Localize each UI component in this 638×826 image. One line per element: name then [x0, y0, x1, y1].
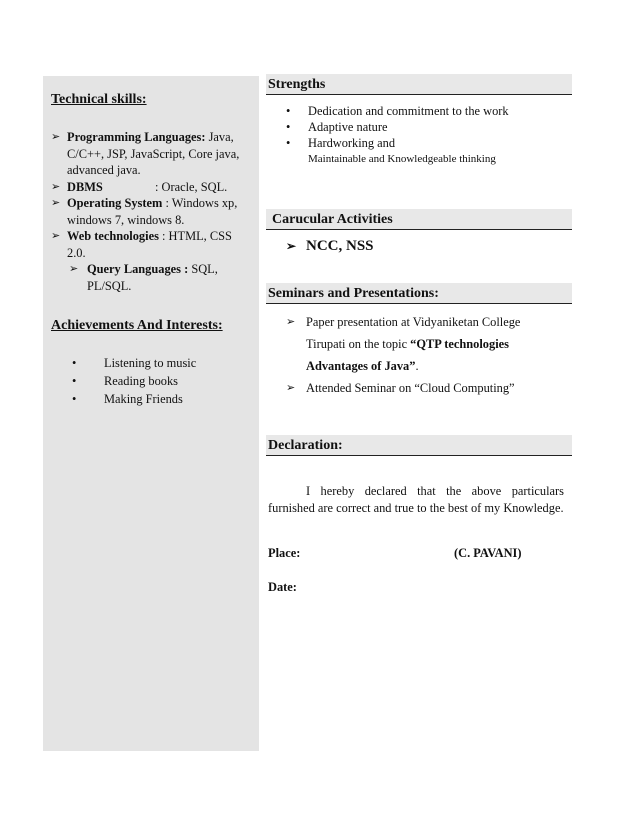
- seminar-item: ➢ Paper presentation at Vidyaniketan College Tirupati on the topic “QTP technologies Advantages of Java”.: [286, 311, 576, 377]
- arrow-bullet-icon: ➢: [286, 316, 296, 328]
- arrow-bullet-icon: ➢: [51, 180, 61, 193]
- arrow-bullet-icon: ➢: [69, 263, 79, 275]
- arrow-bullet-icon: ➢: [51, 131, 61, 143]
- arrow-bullet-icon: ➢: [51, 197, 61, 209]
- seminars-header: Seminars and Presentations:: [266, 283, 572, 304]
- interest-item: • Making Friends: [72, 392, 183, 406]
- date-label: Date:: [268, 580, 297, 594]
- seminars-list: [286, 311, 576, 399]
- strength-item: • Hardworking and: [286, 136, 396, 150]
- interest-item: • Listening to music: [72, 356, 197, 370]
- bullet-dot-icon: •: [286, 120, 291, 134]
- skill-query: ➢ Query Languages : SQL, PL/SQL.: [69, 262, 218, 293]
- bullet-dot-icon: •: [72, 392, 77, 406]
- signature-name: (C. PAVANI): [454, 546, 522, 560]
- strength-item: • Dedication and commitment to the work: [286, 104, 509, 118]
- declaration-header: Declaration:: [266, 435, 572, 456]
- interest-item: • Reading books: [72, 374, 178, 388]
- strength-item: • Adaptive nature: [286, 120, 388, 134]
- skill-web: ➢ Web technologies : HTML, CSS 2.0.: [51, 229, 232, 260]
- arrow-bullet-icon: ➢: [286, 239, 297, 253]
- skill-programming: ➢ Programming Languages: Java, C/C++, JSP, JavaScript, Core java, advanced java.: [51, 130, 240, 177]
- place-row: [268, 546, 538, 561]
- interests-list: [66, 354, 196, 408]
- activities-header: Carucular Activities: [266, 209, 572, 230]
- declaration-text: I hereby declared that the above particulars furnished are correct and true to the best of my Knowledge.: [268, 484, 564, 515]
- skill-dbms: ➢ DBMS : Oracle, SQL.: [51, 179, 228, 194]
- arrow-bullet-icon: ➢: [51, 230, 61, 242]
- strength-note: Maintainable and Knowledgeable thinking: [308, 153, 496, 165]
- technical-skills-heading: Technical skills:: [51, 92, 147, 107]
- bullet-dot-icon: •: [286, 104, 291, 118]
- bullet-dot-icon: •: [72, 356, 77, 370]
- place-label: Place:: [268, 546, 301, 560]
- arrow-bullet-icon: ➢: [286, 382, 296, 394]
- seminar-item: ➢ Attended Seminar on “Cloud Computing”: [286, 377, 576, 399]
- activities-item: ➢ NCC, NSS: [286, 238, 374, 254]
- strengths-list: [286, 103, 509, 167]
- achievements-heading: Achievements And Interests:: [51, 318, 223, 333]
- bullet-dot-icon: •: [286, 136, 291, 150]
- bullet-dot-icon: •: [72, 374, 77, 388]
- skill-os: ➢ Operating System : Windows xp, windows 7, windows 8.: [51, 196, 238, 227]
- strengths-header: Strengths: [266, 74, 572, 95]
- skills-list: [51, 129, 251, 294]
